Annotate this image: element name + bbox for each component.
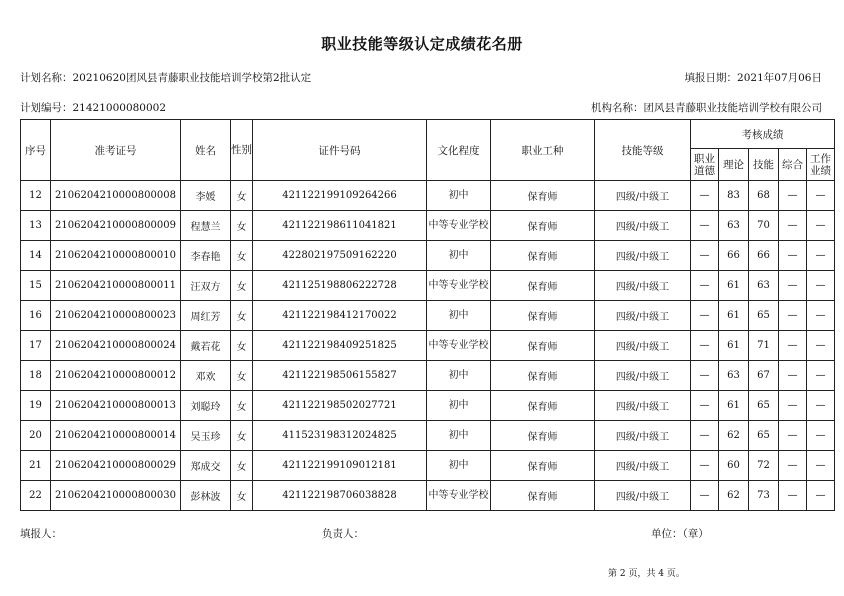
- cell-exam-no: 2106204210000800024: [51, 331, 181, 361]
- cell-exam-no: 2106204210000800009: [51, 211, 181, 241]
- page-number: 第 2 页，共 4 页。: [608, 569, 685, 579]
- cell-name: 周红芳: [181, 301, 231, 331]
- cell-occupation: 保育师: [491, 331, 595, 361]
- cell-id-no: 421122198409251825: [253, 331, 427, 361]
- cell-name: 戴若花: [181, 331, 231, 361]
- cell-ethics: —: [691, 331, 719, 361]
- cell-exam-no: 2106204210000800013: [51, 391, 181, 421]
- cell-skill: 70: [749, 211, 779, 241]
- table-row: [21, 361, 835, 391]
- cell-occupation: 保育师: [491, 241, 595, 271]
- cell-gender: 女: [231, 211, 253, 241]
- cell-occupation: 保育师: [491, 181, 595, 211]
- cell-id-no: 421122198412170022: [253, 301, 427, 331]
- cell-overall: —: [779, 271, 807, 301]
- header-occupation: 职业工种: [491, 120, 595, 181]
- cell-theory: 62: [719, 481, 749, 511]
- responsible-label: 负责人：: [322, 528, 364, 540]
- table-row: [21, 211, 835, 241]
- org-name: 机构名称：团风县青藤职业技能培训学校有限公司: [591, 102, 822, 114]
- cell-name: 李春艳: [181, 241, 231, 271]
- cell-gender: 女: [231, 361, 253, 391]
- cell-skill: 71: [749, 331, 779, 361]
- cell-gender: 女: [231, 181, 253, 211]
- cell-level: 四级/中级工: [595, 421, 691, 451]
- cell-exam-no: 2106204210000800011: [51, 271, 181, 301]
- cell-ethics: —: [691, 451, 719, 481]
- cell-level: 四级/中级工: [595, 211, 691, 241]
- cell-theory: 63: [719, 361, 749, 391]
- cell-level: 四级/中级工: [595, 301, 691, 331]
- table-row: [21, 421, 835, 451]
- cell-occupation: 保育师: [491, 271, 595, 301]
- cell-name: 汪双方: [181, 271, 231, 301]
- plan-number: 计划编号：21421000080002: [20, 102, 167, 114]
- cell-ethics: —: [691, 241, 719, 271]
- cell-level: 四级/中级工: [595, 271, 691, 301]
- cell-education: 初中: [427, 421, 491, 451]
- cell-ethics: —: [691, 271, 719, 301]
- cell-occupation: 保育师: [491, 361, 595, 391]
- cell-seq: 16: [21, 301, 51, 331]
- cell-seq: 12: [21, 181, 51, 211]
- cell-theory: 62: [719, 421, 749, 451]
- cell-overall: —: [779, 391, 807, 421]
- cell-performance: —: [807, 271, 835, 301]
- table-row: [21, 451, 835, 481]
- table-row: [21, 391, 835, 421]
- cell-exam-no: 2106204210000800014: [51, 421, 181, 451]
- cell-name: 程慧兰: [181, 211, 231, 241]
- cell-occupation: 保育师: [491, 421, 595, 451]
- header-performance: 工作业绩: [807, 149, 835, 181]
- cell-id-no: 421122198506155827: [253, 361, 427, 391]
- cell-ethics: —: [691, 211, 719, 241]
- cell-performance: —: [807, 391, 835, 421]
- cell-theory: 83: [719, 181, 749, 211]
- header-exam-no: 准考证号: [51, 120, 181, 181]
- cell-theory: 60: [719, 451, 749, 481]
- header-name: 姓名: [181, 120, 231, 181]
- cell-overall: —: [779, 361, 807, 391]
- cell-name: 李媛: [181, 181, 231, 211]
- cell-theory: 66: [719, 241, 749, 271]
- cell-gender: 女: [231, 481, 253, 511]
- cell-id-no: 421125198806222728: [253, 271, 427, 301]
- cell-education: 中等专业学校: [427, 331, 491, 361]
- cell-overall: —: [779, 241, 807, 271]
- cell-exam-no: 2106204210000800029: [51, 451, 181, 481]
- cell-ethics: —: [691, 301, 719, 331]
- cell-name: 刘聪玲: [181, 391, 231, 421]
- cell-ethics: —: [691, 391, 719, 421]
- cell-theory: 63: [719, 211, 749, 241]
- cell-occupation: 保育师: [491, 211, 595, 241]
- document-title: 职业技能等级认定成绩花名册: [321, 35, 523, 53]
- cell-seq: 22: [21, 481, 51, 511]
- cell-theory: 61: [719, 391, 749, 421]
- header-id-no: 证件号码: [253, 120, 427, 181]
- cell-education: 初中: [427, 391, 491, 421]
- cell-skill: 65: [749, 391, 779, 421]
- report-date: 填报日期：2021年07月06日: [684, 72, 822, 84]
- cell-education: 初中: [427, 241, 491, 271]
- cell-performance: —: [807, 241, 835, 271]
- cell-performance: —: [807, 301, 835, 331]
- cell-theory: 61: [719, 301, 749, 331]
- cell-id-no: 421122199109012181: [253, 451, 427, 481]
- cell-occupation: 保育师: [491, 451, 595, 481]
- header-overall: 综合: [779, 149, 807, 181]
- cell-education: 中等专业学校: [427, 481, 491, 511]
- cell-exam-no: 2106204210000800008: [51, 181, 181, 211]
- cell-gender: 女: [231, 241, 253, 271]
- cell-performance: —: [807, 421, 835, 451]
- cell-skill: 65: [749, 301, 779, 331]
- cell-exam-no: 2106204210000800010: [51, 241, 181, 271]
- table-row: [21, 181, 835, 211]
- cell-gender: 女: [231, 271, 253, 301]
- header-theory: 理论: [719, 149, 749, 181]
- cell-seq: 13: [21, 211, 51, 241]
- cell-seq: 17: [21, 331, 51, 361]
- cell-skill: 73: [749, 481, 779, 511]
- cell-seq: 14: [21, 241, 51, 271]
- cell-overall: —: [779, 211, 807, 241]
- filler-label: 填报人：: [20, 528, 62, 540]
- cell-name: 郑成交: [181, 451, 231, 481]
- cell-ethics: —: [691, 361, 719, 391]
- cell-skill: 66: [749, 241, 779, 271]
- cell-skill: 72: [749, 451, 779, 481]
- cell-theory: 61: [719, 271, 749, 301]
- cell-seq: 20: [21, 421, 51, 451]
- table-row: [21, 241, 835, 271]
- cell-education: 中等专业学校: [427, 271, 491, 301]
- cell-exam-no: 2106204210000800012: [51, 361, 181, 391]
- cell-id-no: 411523198312024825: [253, 421, 427, 451]
- cell-overall: —: [779, 421, 807, 451]
- table-row: [21, 271, 835, 301]
- cell-ethics: —: [691, 421, 719, 451]
- cell-occupation: 保育师: [491, 481, 595, 511]
- cell-id-no: 421122198706038828: [253, 481, 427, 511]
- cell-id-no: 421122199109264266: [253, 181, 427, 211]
- cell-gender: 女: [231, 451, 253, 481]
- cell-skill: 67: [749, 361, 779, 391]
- cell-gender: 女: [231, 421, 253, 451]
- cell-level: 四级/中级工: [595, 241, 691, 271]
- cell-level: 四级/中级工: [595, 451, 691, 481]
- cell-overall: —: [779, 451, 807, 481]
- cell-education: 中等专业学校: [427, 211, 491, 241]
- cell-education: 初中: [427, 361, 491, 391]
- cell-ethics: —: [691, 181, 719, 211]
- cell-level: 四级/中级工: [595, 181, 691, 211]
- cell-occupation: 保育师: [491, 301, 595, 331]
- header-ethics: 职业道德: [691, 149, 719, 181]
- cell-level: 四级/中级工: [595, 361, 691, 391]
- cell-education: 初中: [427, 451, 491, 481]
- cell-seq: 18: [21, 361, 51, 391]
- header-gender: 性别: [231, 120, 253, 181]
- cell-gender: 女: [231, 331, 253, 361]
- header-level: 技能等级: [595, 120, 691, 181]
- cell-overall: —: [779, 481, 807, 511]
- cell-level: 四级/中级工: [595, 391, 691, 421]
- cell-seq: 15: [21, 271, 51, 301]
- cell-seq: 19: [21, 391, 51, 421]
- cell-performance: —: [807, 451, 835, 481]
- cell-level: 四级/中级工: [595, 331, 691, 361]
- cell-overall: —: [779, 331, 807, 361]
- cell-id-no: 421122198611041821: [253, 211, 427, 241]
- table-row: [21, 481, 835, 511]
- cell-performance: —: [807, 361, 835, 391]
- cell-name: 吴玉珍: [181, 421, 231, 451]
- cell-ethics: —: [691, 481, 719, 511]
- cell-exam-no: 2106204210000800023: [51, 301, 181, 331]
- cell-skill: 68: [749, 181, 779, 211]
- unit-seal-label: 单位：（章）: [651, 528, 709, 540]
- cell-performance: —: [807, 211, 835, 241]
- cell-gender: 女: [231, 391, 253, 421]
- cell-level: 四级/中级工: [595, 481, 691, 511]
- cell-name: 彭林波: [181, 481, 231, 511]
- cell-exam-no: 2106204210000800030: [51, 481, 181, 511]
- cell-skill: 63: [749, 271, 779, 301]
- score-roster-table: [20, 119, 835, 511]
- header-skill: 技能: [749, 149, 779, 181]
- table-row: [21, 301, 835, 331]
- cell-occupation: 保育师: [491, 391, 595, 421]
- header-education: 文化程度: [427, 120, 491, 181]
- table-row: [21, 331, 835, 361]
- cell-overall: —: [779, 301, 807, 331]
- cell-name: 邓欢: [181, 361, 231, 391]
- cell-skill: 65: [749, 421, 779, 451]
- cell-id-no: 422802197509162220: [253, 241, 427, 271]
- header-seq: 序号: [21, 120, 51, 181]
- cell-id-no: 421122198502027721: [253, 391, 427, 421]
- cell-performance: —: [807, 181, 835, 211]
- cell-performance: —: [807, 331, 835, 361]
- cell-overall: —: [779, 181, 807, 211]
- header-scores-group: 考核成绩: [691, 120, 835, 149]
- cell-theory: 61: [719, 331, 749, 361]
- cell-education: 初中: [427, 181, 491, 211]
- cell-education: 初中: [427, 301, 491, 331]
- cell-gender: 女: [231, 301, 253, 331]
- cell-performance: —: [807, 481, 835, 511]
- cell-seq: 21: [21, 451, 51, 481]
- plan-name: 计划名称：20210620团风县青藤职业技能培训学校第2批认定: [20, 72, 312, 84]
